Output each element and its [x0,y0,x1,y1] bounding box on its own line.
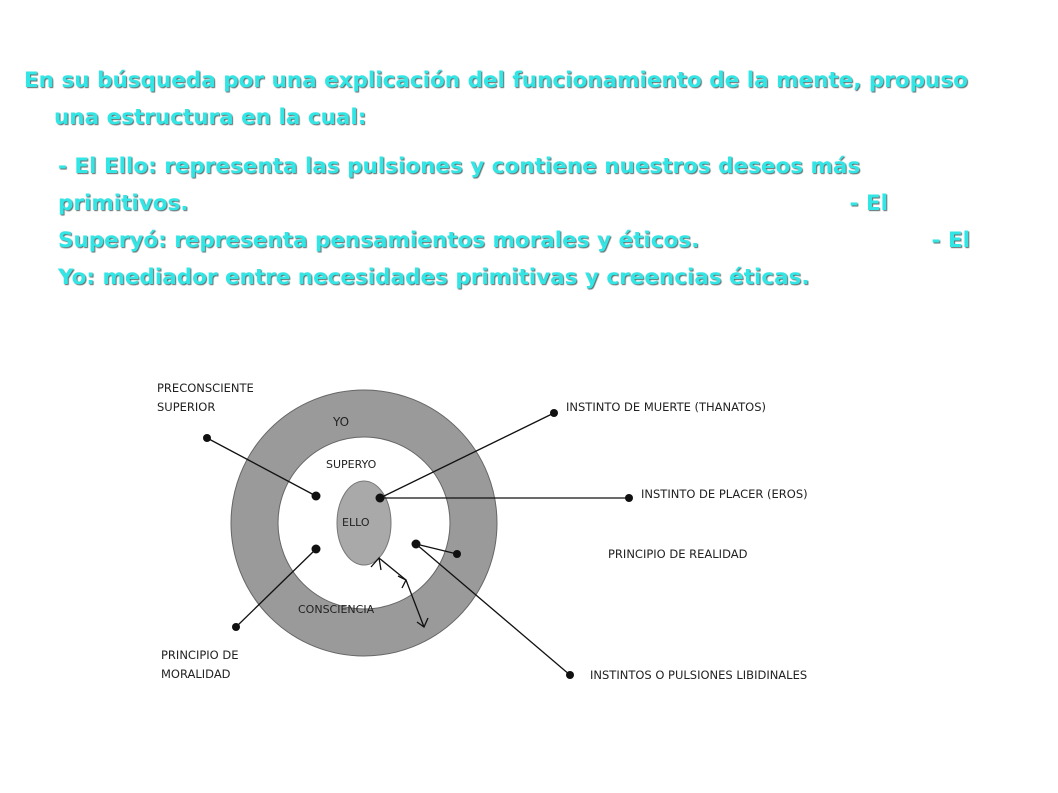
dot-ello [376,494,385,503]
label-thanatos: INSTINTO DE MUERTE (THANATOS) [566,400,766,414]
dot-libidinales [566,671,574,679]
label-moralidad-1: PRINCIPIO DE [161,648,239,662]
yo-description: Yo: mediador entre necesidades primitivas y creencias éticas. [58,265,810,290]
region-yo: YO [333,415,350,429]
label-moralidad-2: MORALIDAD [161,667,231,681]
ello-description: - El Ello: representa las pulsiones y contiene nuestros deseos más [58,154,861,179]
label-libidinales: INSTINTOS O PULSIONES LIBIDINALES [590,668,808,682]
label-eros: INSTINTO DE PLACER (EROS) [641,487,808,501]
dot-realidad [453,550,461,558]
label-preconsciente-2: SUPERIOR [157,400,216,414]
dot-thanatos [550,409,558,417]
label-preconsciente-1: PRECONSCIENTE [157,381,254,395]
intro-line-2: una estructura en la cual: [54,105,367,130]
label-realidad: PRINCIPIO DE REALIDAD [608,547,748,561]
region-consciencia: CONSCIENCIA [298,603,375,616]
yo-marker: - El [931,228,970,253]
dot-preconsciente [203,434,211,442]
dot-moralidad [232,623,240,631]
superyo-marker: - El [849,191,888,216]
dot-superyo-right [412,540,421,549]
region-superyo: SUPERYO [326,458,377,471]
dot-eros [625,494,633,502]
intro-line-1: En su búsqueda por una explicación del funcionamiento de la mente, propuso [24,68,968,93]
superyo-description: Superyó: representa pensamientos morales y éticos. [58,228,700,253]
ello-description-end: primitivos. [58,191,189,216]
dot-superyo-left [312,492,321,501]
dot-superyo-lower-left [312,545,321,554]
region-ello: ELLO [342,516,370,529]
